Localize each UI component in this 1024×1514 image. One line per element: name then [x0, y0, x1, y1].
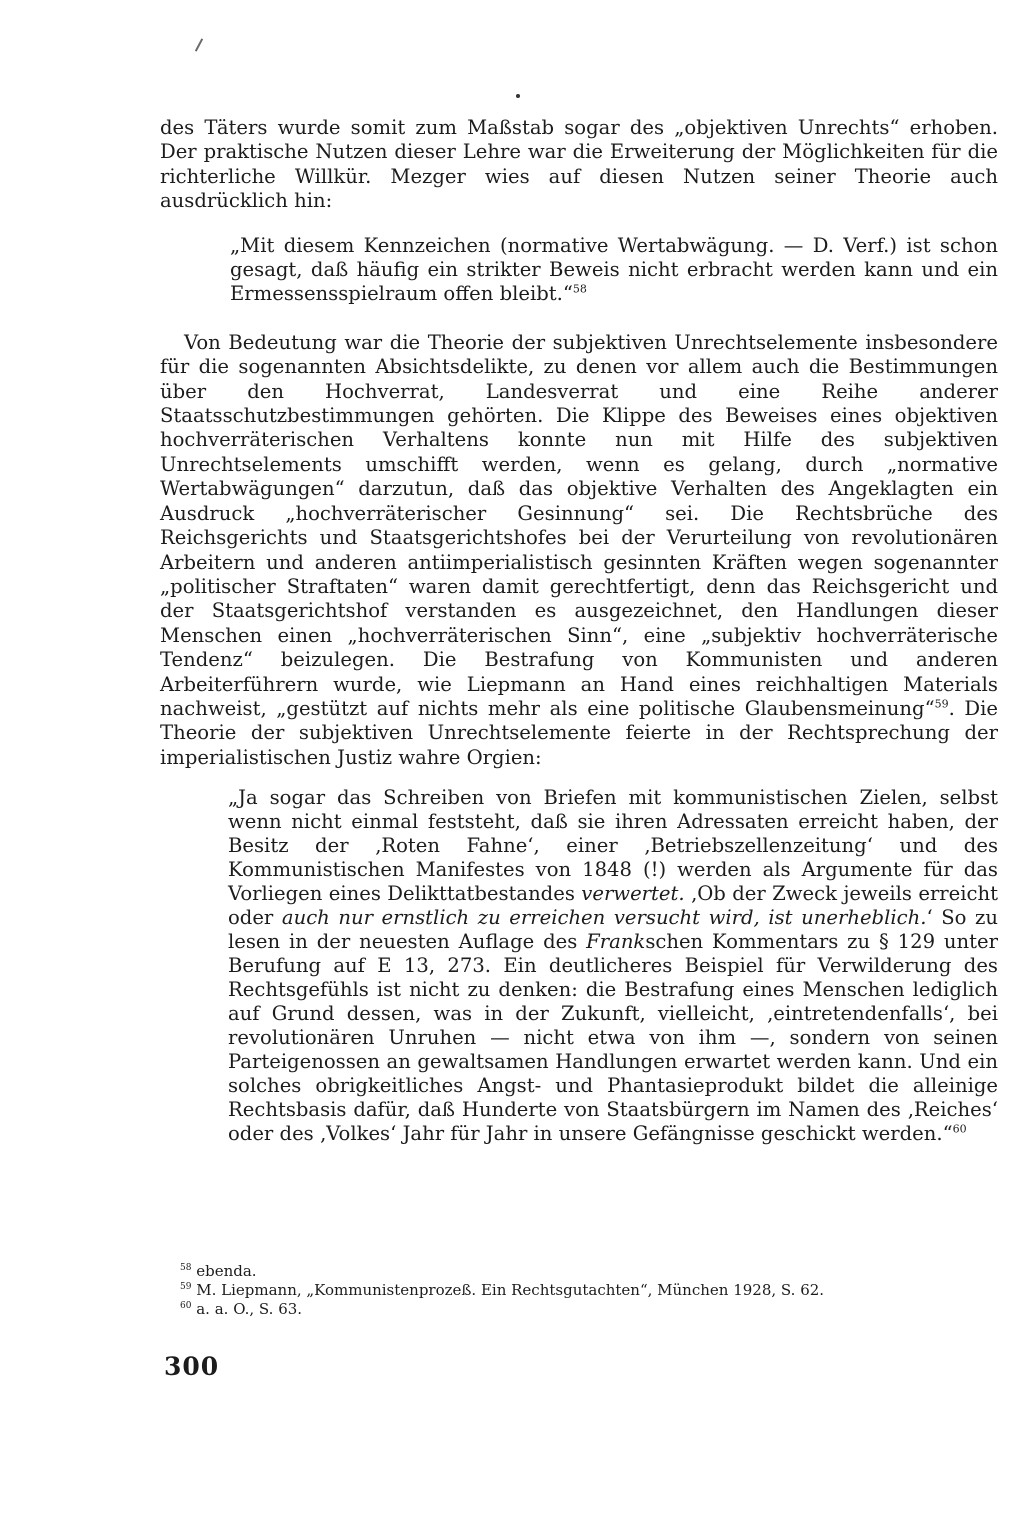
footnote-58-text: ebenda. — [196, 1262, 257, 1280]
ink-dot — [516, 94, 520, 98]
footnotes — [180, 1262, 980, 1319]
paragraph-1-text: des Täters wurde somit zum Maßstab sogar des „objektiven Unrechts“ erhoben. Der praktische Nutzen dieser Lehre war die Erweiterung der Möglichkeiten für die richterliche Willkür. Mezger wies auf diesen Nutzen seiner Theorie auch ausdrücklich hin: — [160, 116, 998, 213]
main-text — [160, 116, 998, 1146]
page-number: 300 — [164, 1352, 220, 1381]
block-quote-1-text: „Mit diesem Kennzeichen (normative Wertabwägung. — D. Verf.) ist schon gesagt, daß häufig ein strikter Beweis nicht erbracht werden kann und ein Ermessensspielraum offen bleibt.“ — [230, 233, 998, 306]
footnote-59-number: 59 — [180, 1282, 192, 1292]
footnote-ref-59: 59 — [934, 697, 949, 711]
block-quote-2-emphasis-2: auch nur ernstlich zu erreichen versucht wird, ist unerheblich. — [281, 906, 927, 930]
footnote-ref-60: 60 — [952, 1122, 967, 1136]
block-quote-1 — [230, 234, 998, 307]
paragraph-2-text-a: Von Bedeutung war die Theorie der subjektiven Unrechtselemente insbesondere für die sogenannten Absichtsdelikte, zu denen vor allem auch die Bestimmungen über den Hochverrat, Landesverrat und eine Reihe anderer Staatsschutzbestimmungen gehörten. Die Klippe des Beweises eines objektiven hochverräterischen Verhaltens konnte nun mit Hilfe des subjektiven Unrechtselements umschifft werden, wenn es gelang, durch „normative Wertabwägungen“ darzutun, daß das objektive Verhalten des Angeklagten ein Ausdruck „hochverräterischer Gesinnung“ sei. Die Rechtsbrüche des Reichsgerichts und Staatsgerichtshofes bei der Verurteilung von revolutionären Arbeitern und anderen antiimperialistisch gesinnten Kräften wegen sogenannter „politischer Straftaten“ waren damit gerechtfertigt, denn das Reichsgericht und der Staatsgerichtshof verstanden es ausgezeichnet, den Handlungen dieser Menschen einen „hochverräterischen Sinn“, eine „subjektiv hochverräterische Tendenz“ beizulegen. Die Bestrafung von Kommunisten und anderen Arbeiterführern wurde, wie Liepmann an Hand eines reichhaltigen Materials nachweist, „gestützt auf nichts mehr als eine politische Glaubensmeinung“ — [160, 330, 998, 720]
footnote-59 — [180, 1281, 980, 1300]
pencil-mark — [195, 38, 203, 51]
block-quote-2-text-4: schen Kommentars zu § 129 unter Berufung auf E 13, 273. Ein deutlicheres Beispiel für Verwilderung des Rechtsgefühls ist nicht zu denken: die Bestrafung eines Menschen lediglich auf Grund dessen, was in der Zukunft, vielleicht, ‚eintretendenfalls‘, bei revolutionären Unruhen — nicht etwa von ihm —, sondern von seinen Parteigenossen an gewaltsamen Handlungen erwartet werden kann. Und ein solches obrigkeitliches Angst- und Phantasieprodukt bildet die alleinige Rechtsbasis dafür, daß Hunderte von Staatsbürgern im Namen des ‚Reiches‘ oder des ‚Volkes‘ Jahr für Jahr in unsere Gefängnisse geschickt werden.“ — [228, 930, 998, 1146]
paragraph-1 — [160, 116, 998, 214]
footnote-ref-58: 58 — [572, 282, 587, 296]
footnote-59-text: M. Liepmann, „Kommunistenprozeß. Ein Rechtsgutachten“, München 1928, S. 62. — [196, 1281, 825, 1299]
block-quote-2-text-2: ‚Ob der Zweck jeweils erreicht oder — [228, 882, 999, 930]
block-quote-2 — [228, 786, 998, 1146]
block-quote-2-text-3: ‘ So zu lesen in der neuesten Auflage des — [228, 906, 998, 954]
footnote-60 — [180, 1300, 980, 1319]
footnote-60-number: 60 — [180, 1301, 192, 1311]
footnote-60-text: a. a. O., S. 63. — [196, 1300, 303, 1318]
paragraph-2-text-b: . Die Theorie der subjektiven Unrechtselemente feierte in der Rechtsprechung der imperialistischen Justiz wahre Orgien: — [160, 696, 998, 769]
block-quote-2-text-1: „Ja sogar das Schreiben von Briefen mit kommunistischen Zielen, selbst wenn nicht einmal feststeht, daß sie ihren Adressaten erreicht haben, der Besitz der ‚Roten Fahne‘, einer ‚Betriebszellenzeitung‘ und des Kommunistischen Manifestes von 1848 (!) werden als Argumente für das Vorliegen eines Delikttatbestandes — [228, 786, 998, 906]
block-quote-2-emphasis-1: verwertet. — [581, 882, 685, 906]
paragraph-2 — [160, 331, 998, 770]
footnote-58 — [180, 1262, 980, 1281]
footnote-58-number: 58 — [180, 1263, 192, 1273]
block-quote-2-emphasis-3: Frank — [586, 930, 646, 954]
